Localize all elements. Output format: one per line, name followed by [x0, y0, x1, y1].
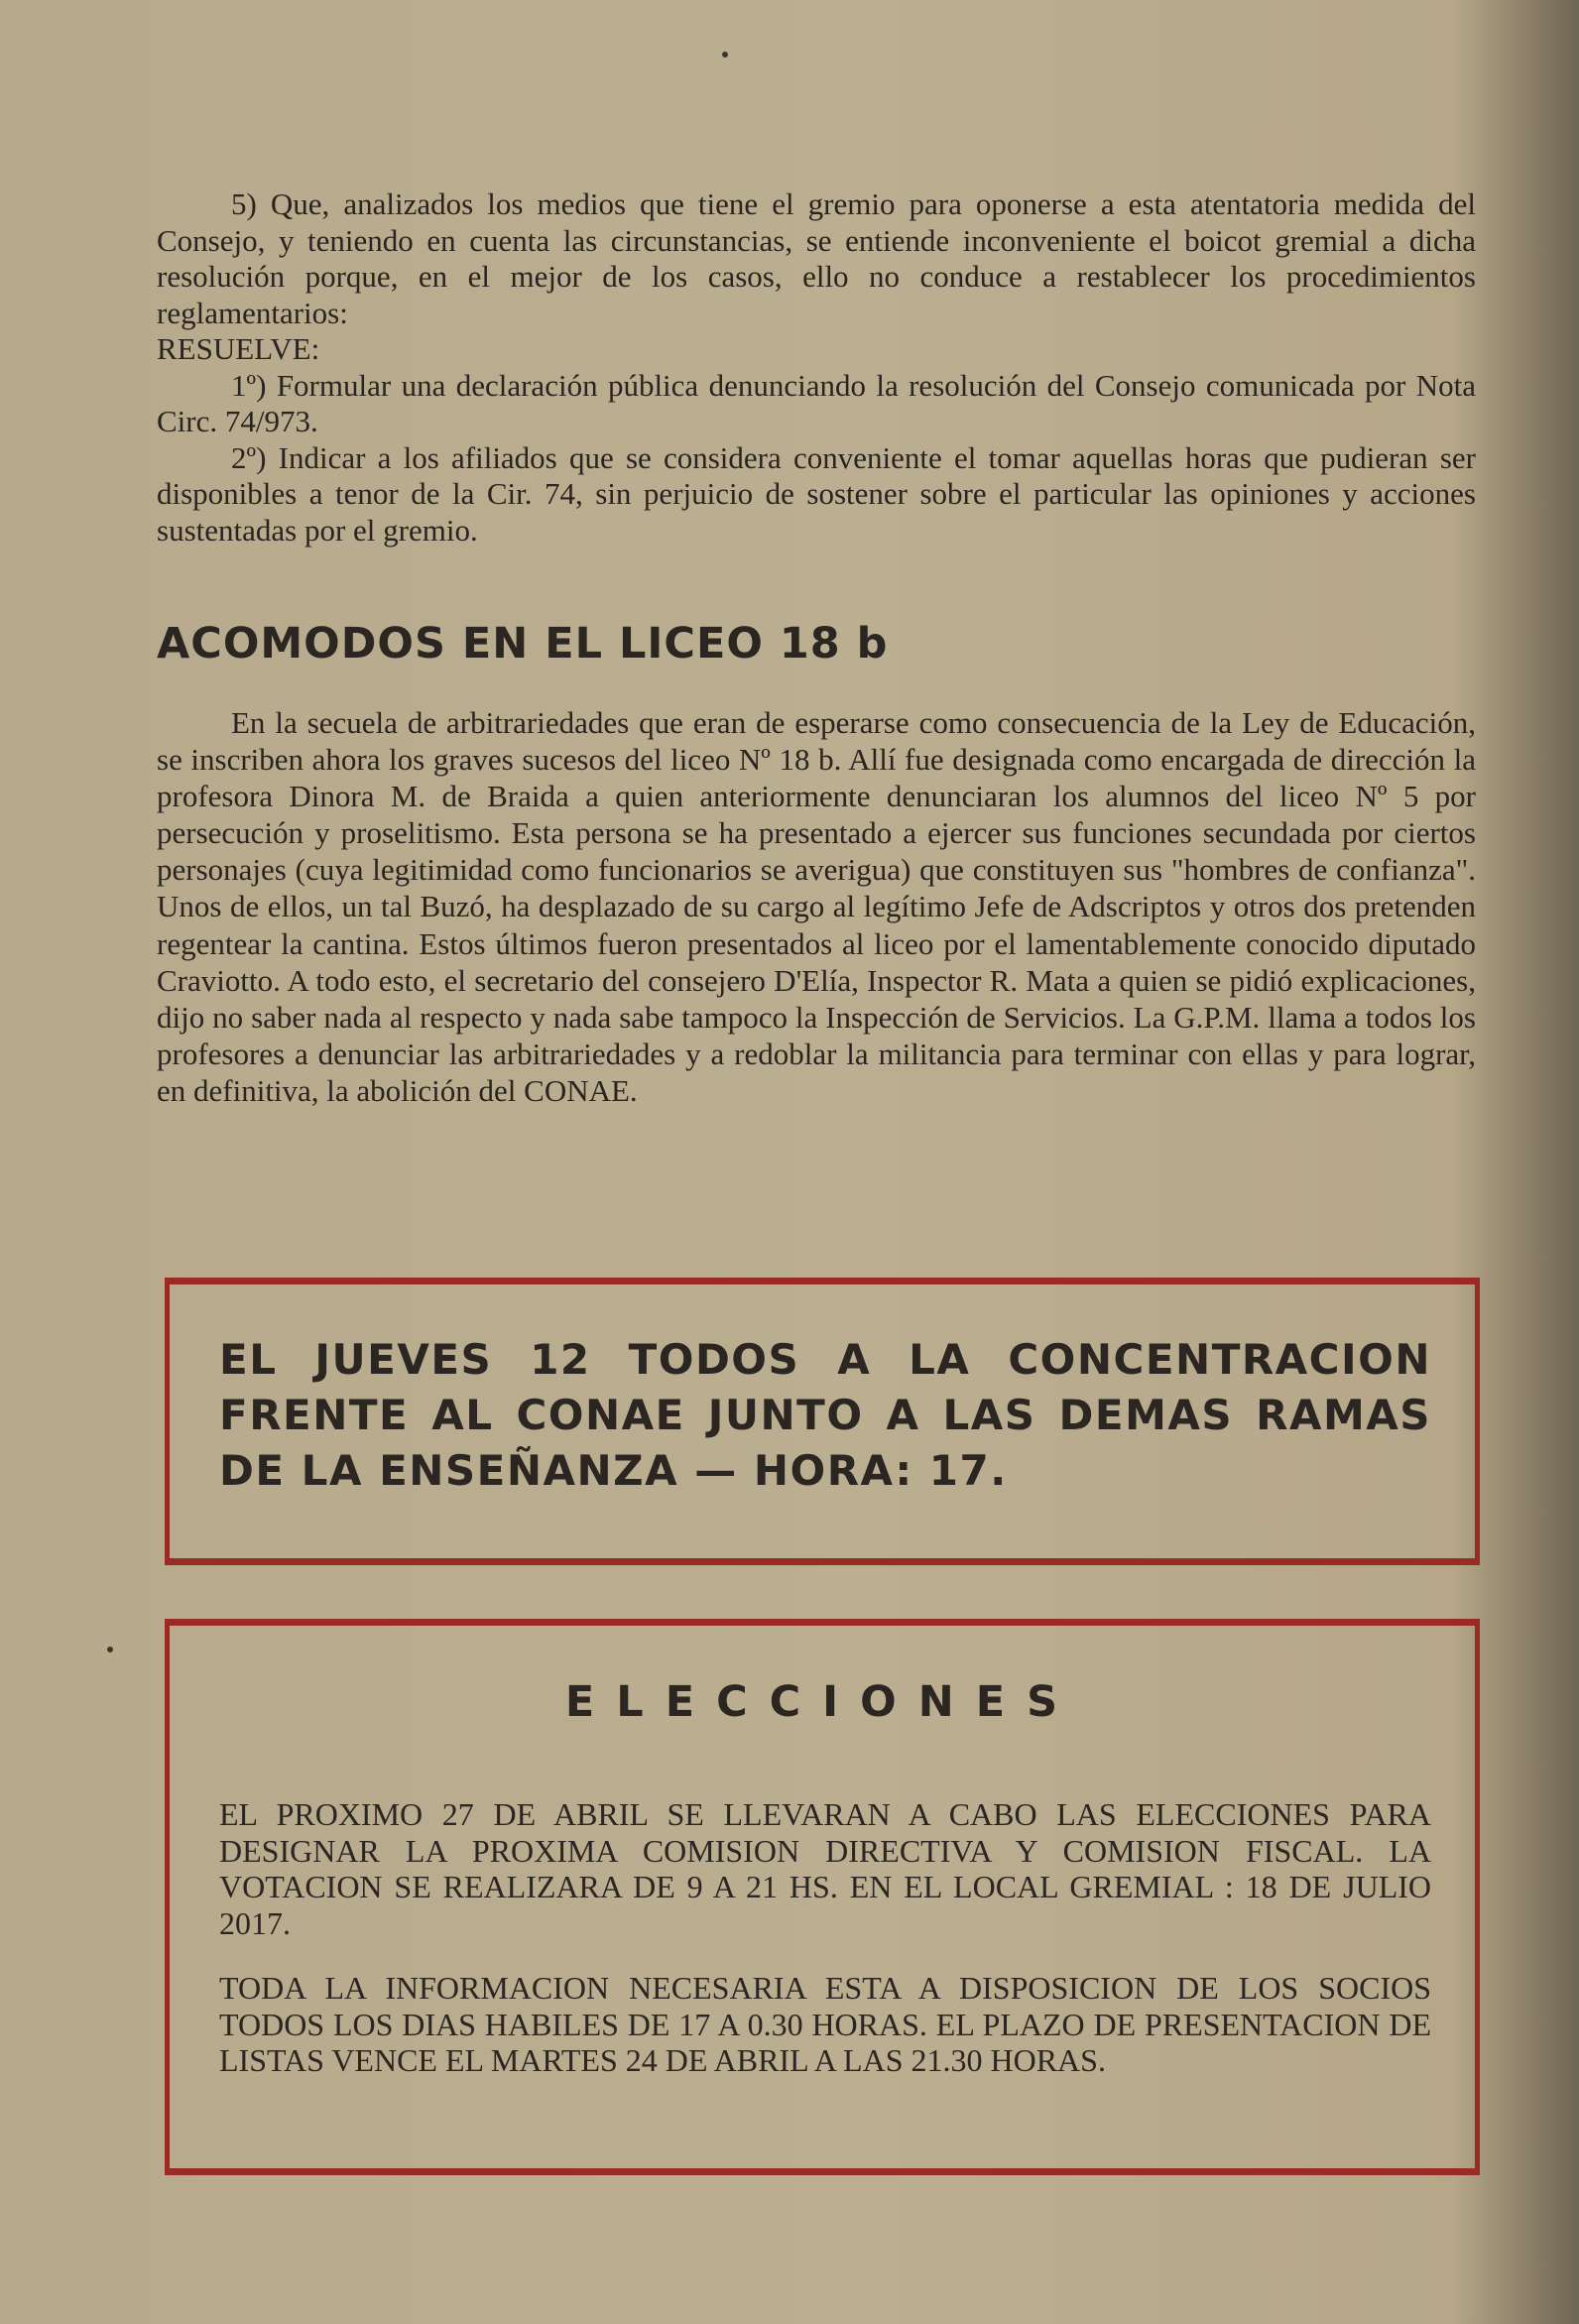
resolution-item-1: 1º) Formular una declaración pública denunciando la resolución del Consejo comunicada por Nota Circ. 74/973.	[157, 367, 1476, 438]
concentration-notice-box	[165, 1278, 1480, 1565]
resolution-section	[157, 186, 1476, 549]
resolution-point-5: 5) Que, analizados los medios que tiene el gremio para oponerse a esta atentatoria medida del Consejo, y teniendo en cuenta las circunstancias, se entiende inconveniente el boicot gremial a dicha resolución porque, en el mejor de los casos, ello no conduce a restablecer los procedimientos reglamentarios:	[157, 186, 1476, 330]
resolution-item-2: 2º) Indicar a los afiliados que se considera conveniente el tomar aquellas horas que pudieran ser disponibles a tenor de la Cir. 74, sin perjuicio de sostener sobre el particular las opiniones y acciones sustentadas por el gremio.	[157, 439, 1476, 548]
print-speck	[107, 1647, 113, 1652]
resuelve-label: RESUELVE:	[157, 331, 320, 366]
article-heading: ACOMODOS EN EL LICEO 18 b	[157, 619, 889, 669]
article-body: En la secuela de arbitrariedades que eran de esperarse como consecuencia de la Ley de Educación, se inscriben ahora los graves sucesos del liceo Nº 18 b. Allí fue designada como encargada de dirección la profesora Dinora M. de Braida a quien anteriormente denunciaran los alumnos del liceo Nº 5 por persecución y proselitismo. Esta persona se ha presentado a ejercer sus funciones secundada por ciertos personajes (cuya legitimidad como funcionarios se averigua) que constituyen sus "hombres de confianza". Unos de ellos, un tal Buzó, ha desplazado de su cargo al legítimo Jefe de Adscriptos y otros dos pretenden regentear la cantina. Estos últimos fueron presentados al liceo por el lamentablemente conocido diputado Craviotto. A todo esto, el secretario del consejero D'Elía, Inspector R. Mata a quien se pidió explicaciones, dijo no saber nada al respecto y nada sabe tampoco la Inspección de Servicios. La G.P.M. llama a todos los profesores a denunciar las arbitrariedades y a redoblar la militancia para terminar con ellas y para lograr, en definitiva, la abolición del CONAE.	[157, 705, 1476, 1108]
elections-paragraph-2: TODA LA INFORMACION NECESARIA ESTA A DISPOSICION DE LOS SOCIOS TODOS LOS DIAS HABILES DE 17 A 0.30 HORAS. EL PLAZO DE PRESENTACION DE LISTAS VENCE EL MARTES 24 DE ABRIL A LAS 21.30 HORAS.	[219, 1970, 1431, 2078]
elections-title: ELECCIONES	[564, 1677, 1080, 1727]
elections-paragraph-1: EL PROXIMO 27 DE ABRIL SE LLEVARAN A CABO LAS ELECCIONES PARA DESIGNAR LA PROXIMA COMISION DIRECTIVA Y COMISION FISCAL. LA VOTACION SE REALIZARA DE 9 A 21 HS. EN EL LOCAL GREMIAL : 18 DE JULIO 2017.	[219, 1796, 1431, 1941]
print-speck	[722, 52, 728, 58]
elections-notice-box	[165, 1619, 1480, 2175]
concentration-notice-text: EL JUEVES 12 TODOS A LA CONCENTRACION FRENTE AL CONAE JUNTO A LAS DEMAS RAMAS DE LA ENSEÑANZA — HORA: 17.	[219, 1335, 1431, 1495]
